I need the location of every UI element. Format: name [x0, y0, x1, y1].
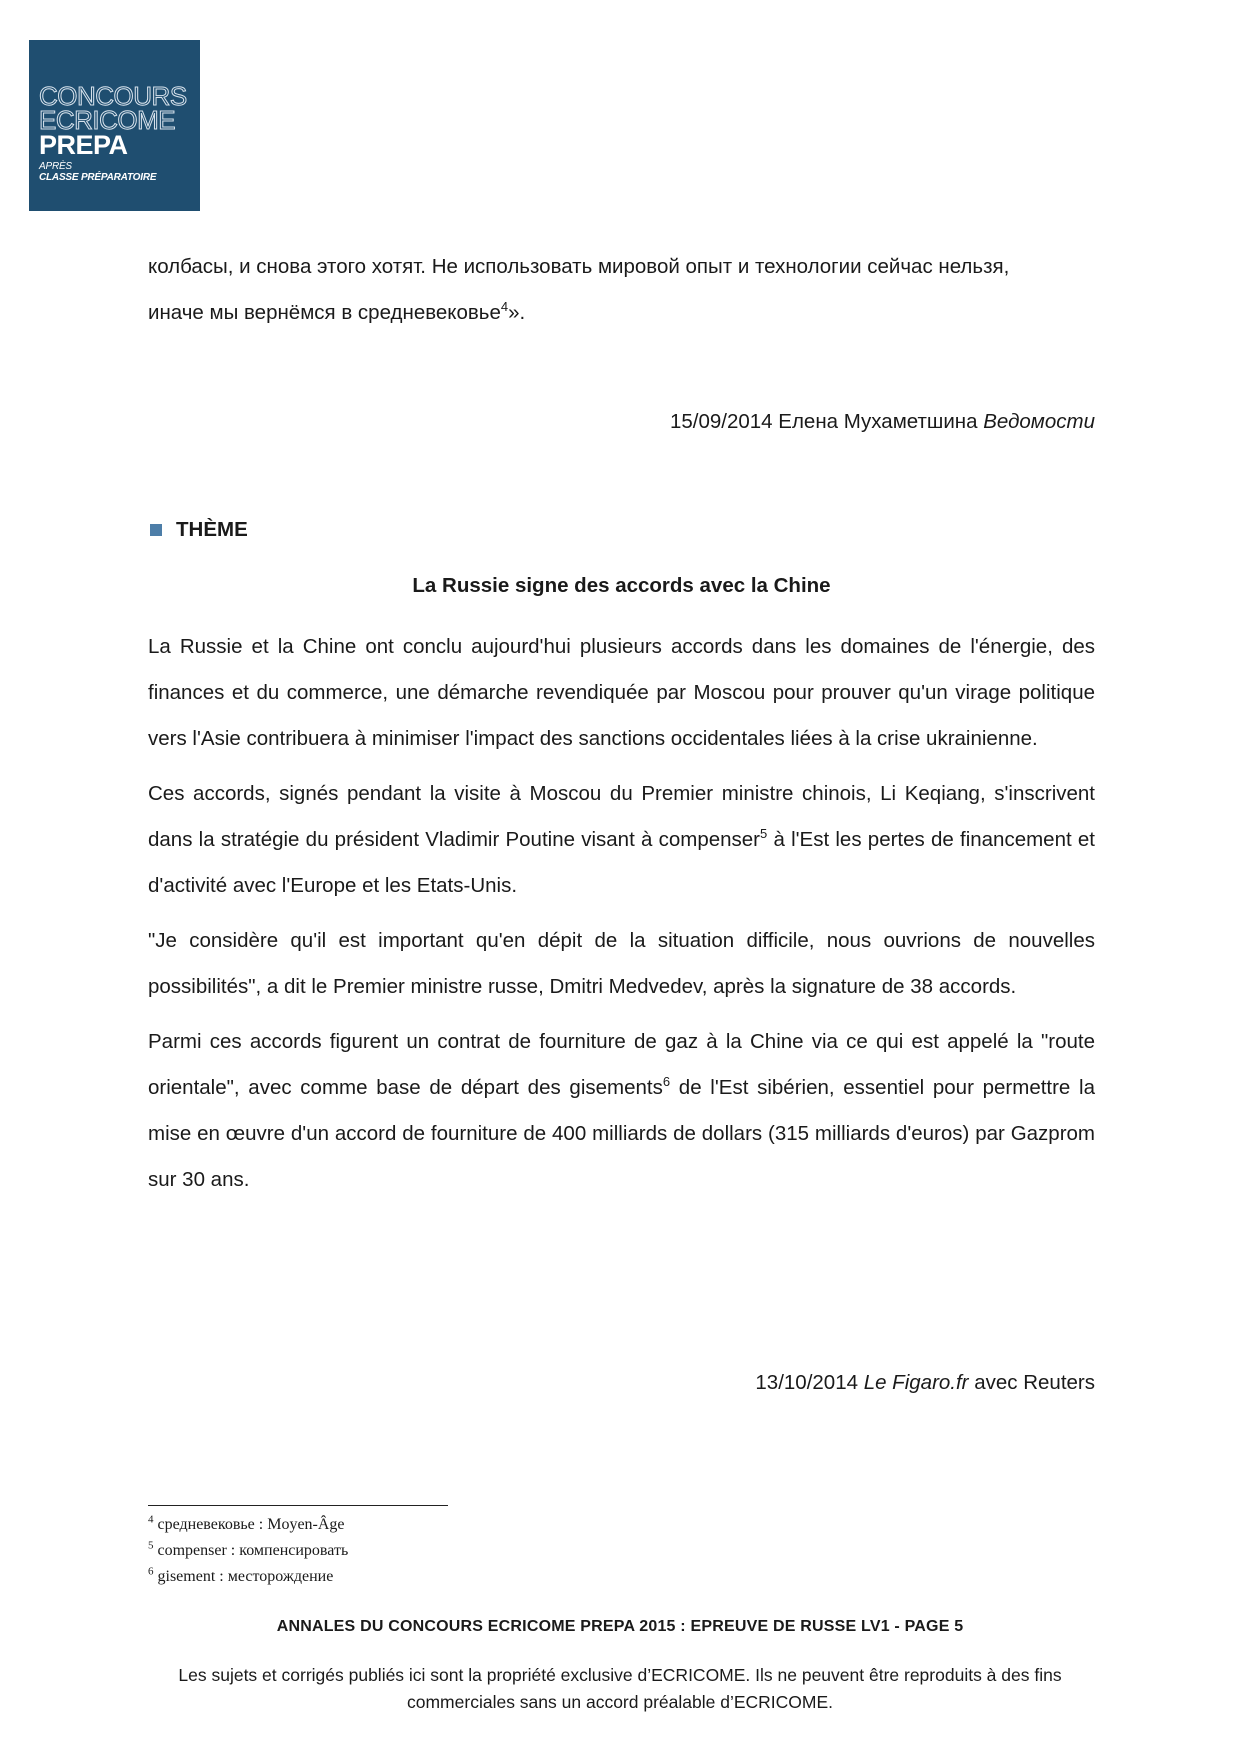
logo-line-concours: CONCOURS: [39, 81, 187, 111]
footnote-text: compenser : компенсировать: [153, 1542, 349, 1559]
paragraph-3: "Je considère qu'il est important qu'en dépit de la situation difficile, nous ouvrions de nouvelles possibilités", a dit le Premier ministre russe, Dmitri Medvedev, après la signature de 38 accords.: [148, 929, 1095, 998]
russian-signature: [670, 407, 1095, 437]
article-title: La Russie signe des accords avec la Chine: [412, 574, 831, 597]
paragraph-4: [148, 1019, 1095, 1203]
footnote-text: средневековье : Moyen-Âge: [153, 1516, 345, 1533]
russian-text-end: [148, 244, 1095, 336]
footnote-item: [148, 1564, 348, 1590]
footnote-ref-5: 5: [760, 826, 768, 842]
article-signature-end: avec Reuters: [968, 1371, 1095, 1394]
logo-line-prepa: PREPA: [39, 130, 128, 160]
ecricome-logo: [29, 40, 200, 211]
russian-signature-date-author: 15/09/2014 Елена Мухаметшина: [669, 410, 984, 433]
bullet-square-icon: [150, 524, 162, 536]
page-footer-title: ANNALES DU CONCOURS ECRICOME PREPA 2015 : EPREUVE DE RUSSE LV1 - PAGE 5: [276, 1618, 964, 1635]
theme-heading-label: THÈME: [176, 518, 248, 541]
paragraph-4-a: Parmi ces accords figurent un contrat de fourniture de gaz à la Chine via ce qui est appelé la "route orientale", avec comme base de départ des gisements: [148, 1030, 1095, 1099]
article-body: [148, 624, 1095, 1203]
article-signature-date: 13/10/2014: [755, 1371, 864, 1394]
russian-line-2-text: иначе мы вернёмся в средневековье: [148, 301, 501, 324]
paragraph-2-a: Ces accords, signés pendant la visite à Moscou du Premier ministre chinois, Li Keqiang, s'inscrivent dans la stratégie du président Vladimir Poutine visant à compenser: [148, 782, 1095, 851]
russian-line-2: [148, 290, 1095, 336]
article-signature-source: Le Figaro.fr: [863, 1371, 969, 1394]
paragraph-4-b: de l'Est sibérien, essentiel pour permettre la mise en œuvre d'un accord de fourniture de 400 milliards de dollars (315 milliards d'euros) par Gazprom sur 30 ans.: [148, 1076, 1095, 1191]
paragraph-2: [148, 771, 1095, 909]
footnote-item: [148, 1512, 348, 1538]
footnote-number: 4: [148, 1513, 154, 1526]
logo-line-classe: CLASSE PRÉPARATOIRE: [39, 172, 157, 183]
page-footer-note: Les sujets et corrigés publiés ici sont la propriété exclusive d’ECRICOME. Ils ne peuvent être reproduits à des fins commerciales sans un accord préalable d’ECRICOME.: [178, 1665, 1062, 1712]
footnote-divider: [148, 1505, 448, 1506]
theme-heading: [150, 518, 248, 542]
footnote-number: 6: [148, 1565, 154, 1578]
paragraph-1: La Russie et la Chine ont conclu aujourd'hui plusieurs accords dans les domaines de l'énergie, des finances et du commerce, une démarche revendiquée par Moscou pour prouver qu'un virage politique vers l'Asie contribuera à minimiser l'impact des sanctions occidentales liées à la crise ukrainienne.: [148, 635, 1095, 750]
footnote-ref-6: 6: [662, 1074, 671, 1090]
russian-line-2-end: ».: [508, 301, 526, 324]
logo-line-ecricome: ECRICOME: [39, 105, 176, 135]
article-signature: [755, 1368, 1095, 1398]
footnotes: [148, 1512, 348, 1590]
footnote-number: 5: [148, 1539, 154, 1552]
footnote-ref-4: 4: [500, 299, 509, 315]
russian-line-1: колбасы, и снова этого хотят. Не использовать мировой опыт и технологии сейчас нельзя,: [148, 255, 1010, 278]
russian-signature-source: Ведомости: [983, 410, 1095, 433]
logo-line-apres: APRÈS: [39, 161, 72, 172]
paragraph-2-b: à l'Est les pertes de financement et d'activité avec l'Europe et les Etats-Unis.: [148, 828, 1095, 897]
footnote-text: gisement : месторождение: [153, 1568, 334, 1585]
footnote-item: [148, 1538, 348, 1564]
